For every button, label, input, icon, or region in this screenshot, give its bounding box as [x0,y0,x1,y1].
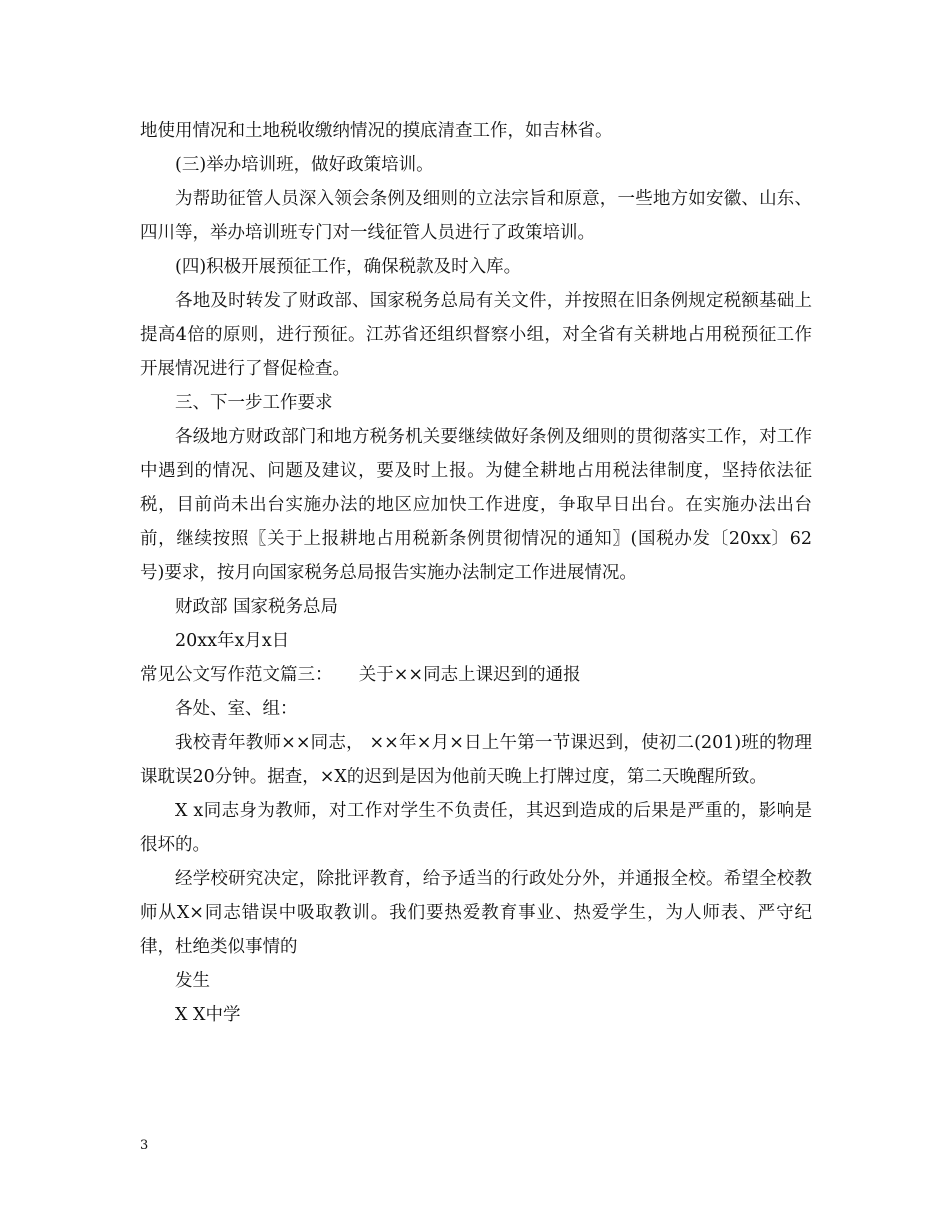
paragraph: 地使用情况和土地税收缴纳情况的摸底清查工作，如吉林省。 [140,121,613,141]
section-heading: 三、下一步工作要求 [175,393,333,413]
document-body [140,114,812,1032]
paragraph: 为帮助征管人员深入领会条例及细则的立法宗旨和原意，一些地方如安徽、山东、四川等，举办培训班专门对一线征管人员进行了政策培训。 [140,189,812,243]
page-number: 3 [140,1138,149,1153]
paragraph: 各地及时转发了财政部、国家税务总局有关文件，并按照在旧条例规定税额基础上提高4倍的原则，进行预征。江苏省还组织督察小组，对全省有关耕地占用税预征工作开展情况进行了督促检查。 [140,291,812,379]
paragraph: 发生 [175,971,210,991]
article-title: 常见公文写作范文篇三： 关于××同志上课迟到的通报 [140,665,581,685]
signature-school: X X中学 [175,1005,241,1025]
section-heading: (三)举办培训班，做好政策培训。 [175,155,434,175]
salutation: 各处、室、组： [175,699,298,719]
paragraph: 各级地方财政部门和地方税务机关要继续做好条例及细则的贯彻落实工作，对工作中遇到的情况、问题及建议，要及时上报。为健全耕地占用税法律制度，坚持依法征税，目前尚未出台实施办法的地区应加快工作进度，争取早日出台。在实施办法出台前，继续按照〖关于上报耕地占用税新条例贯彻情况的通知〗(国税办发〔20xx〕62号)要求，按月向国家税务总局报告实施办法制定工作进展情况。 [140,427,812,583]
paragraph: X x同志身为教师，对工作对学生不负责任，其迟到造成的后果是严重的，影响是很坏的。 [140,801,812,855]
paragraph: 经学校研究决定，除批评教育，给予适当的行政处分外，并通报全校。希望全校教师从X×同志错误中吸取教训。我们要热爱教育事业、热爱学生，为人师表、严守纪律，杜绝类似事情的 [140,869,812,957]
paragraph: 我校青年教师××同志， ××年×月×日上午第一节课迟到，使初二(201)班的物理课耽误20分钟。据查，×X的迟到是因为他前天晚上打牌过度，第二天晚醒所致。 [140,733,812,787]
section-heading: (四)积极开展预征工作，确保税款及时入库。 [175,257,522,277]
signature-issuer: 财政部 国家税务总局 [175,597,339,617]
signature-date: 20xx年x月x日 [175,631,290,651]
